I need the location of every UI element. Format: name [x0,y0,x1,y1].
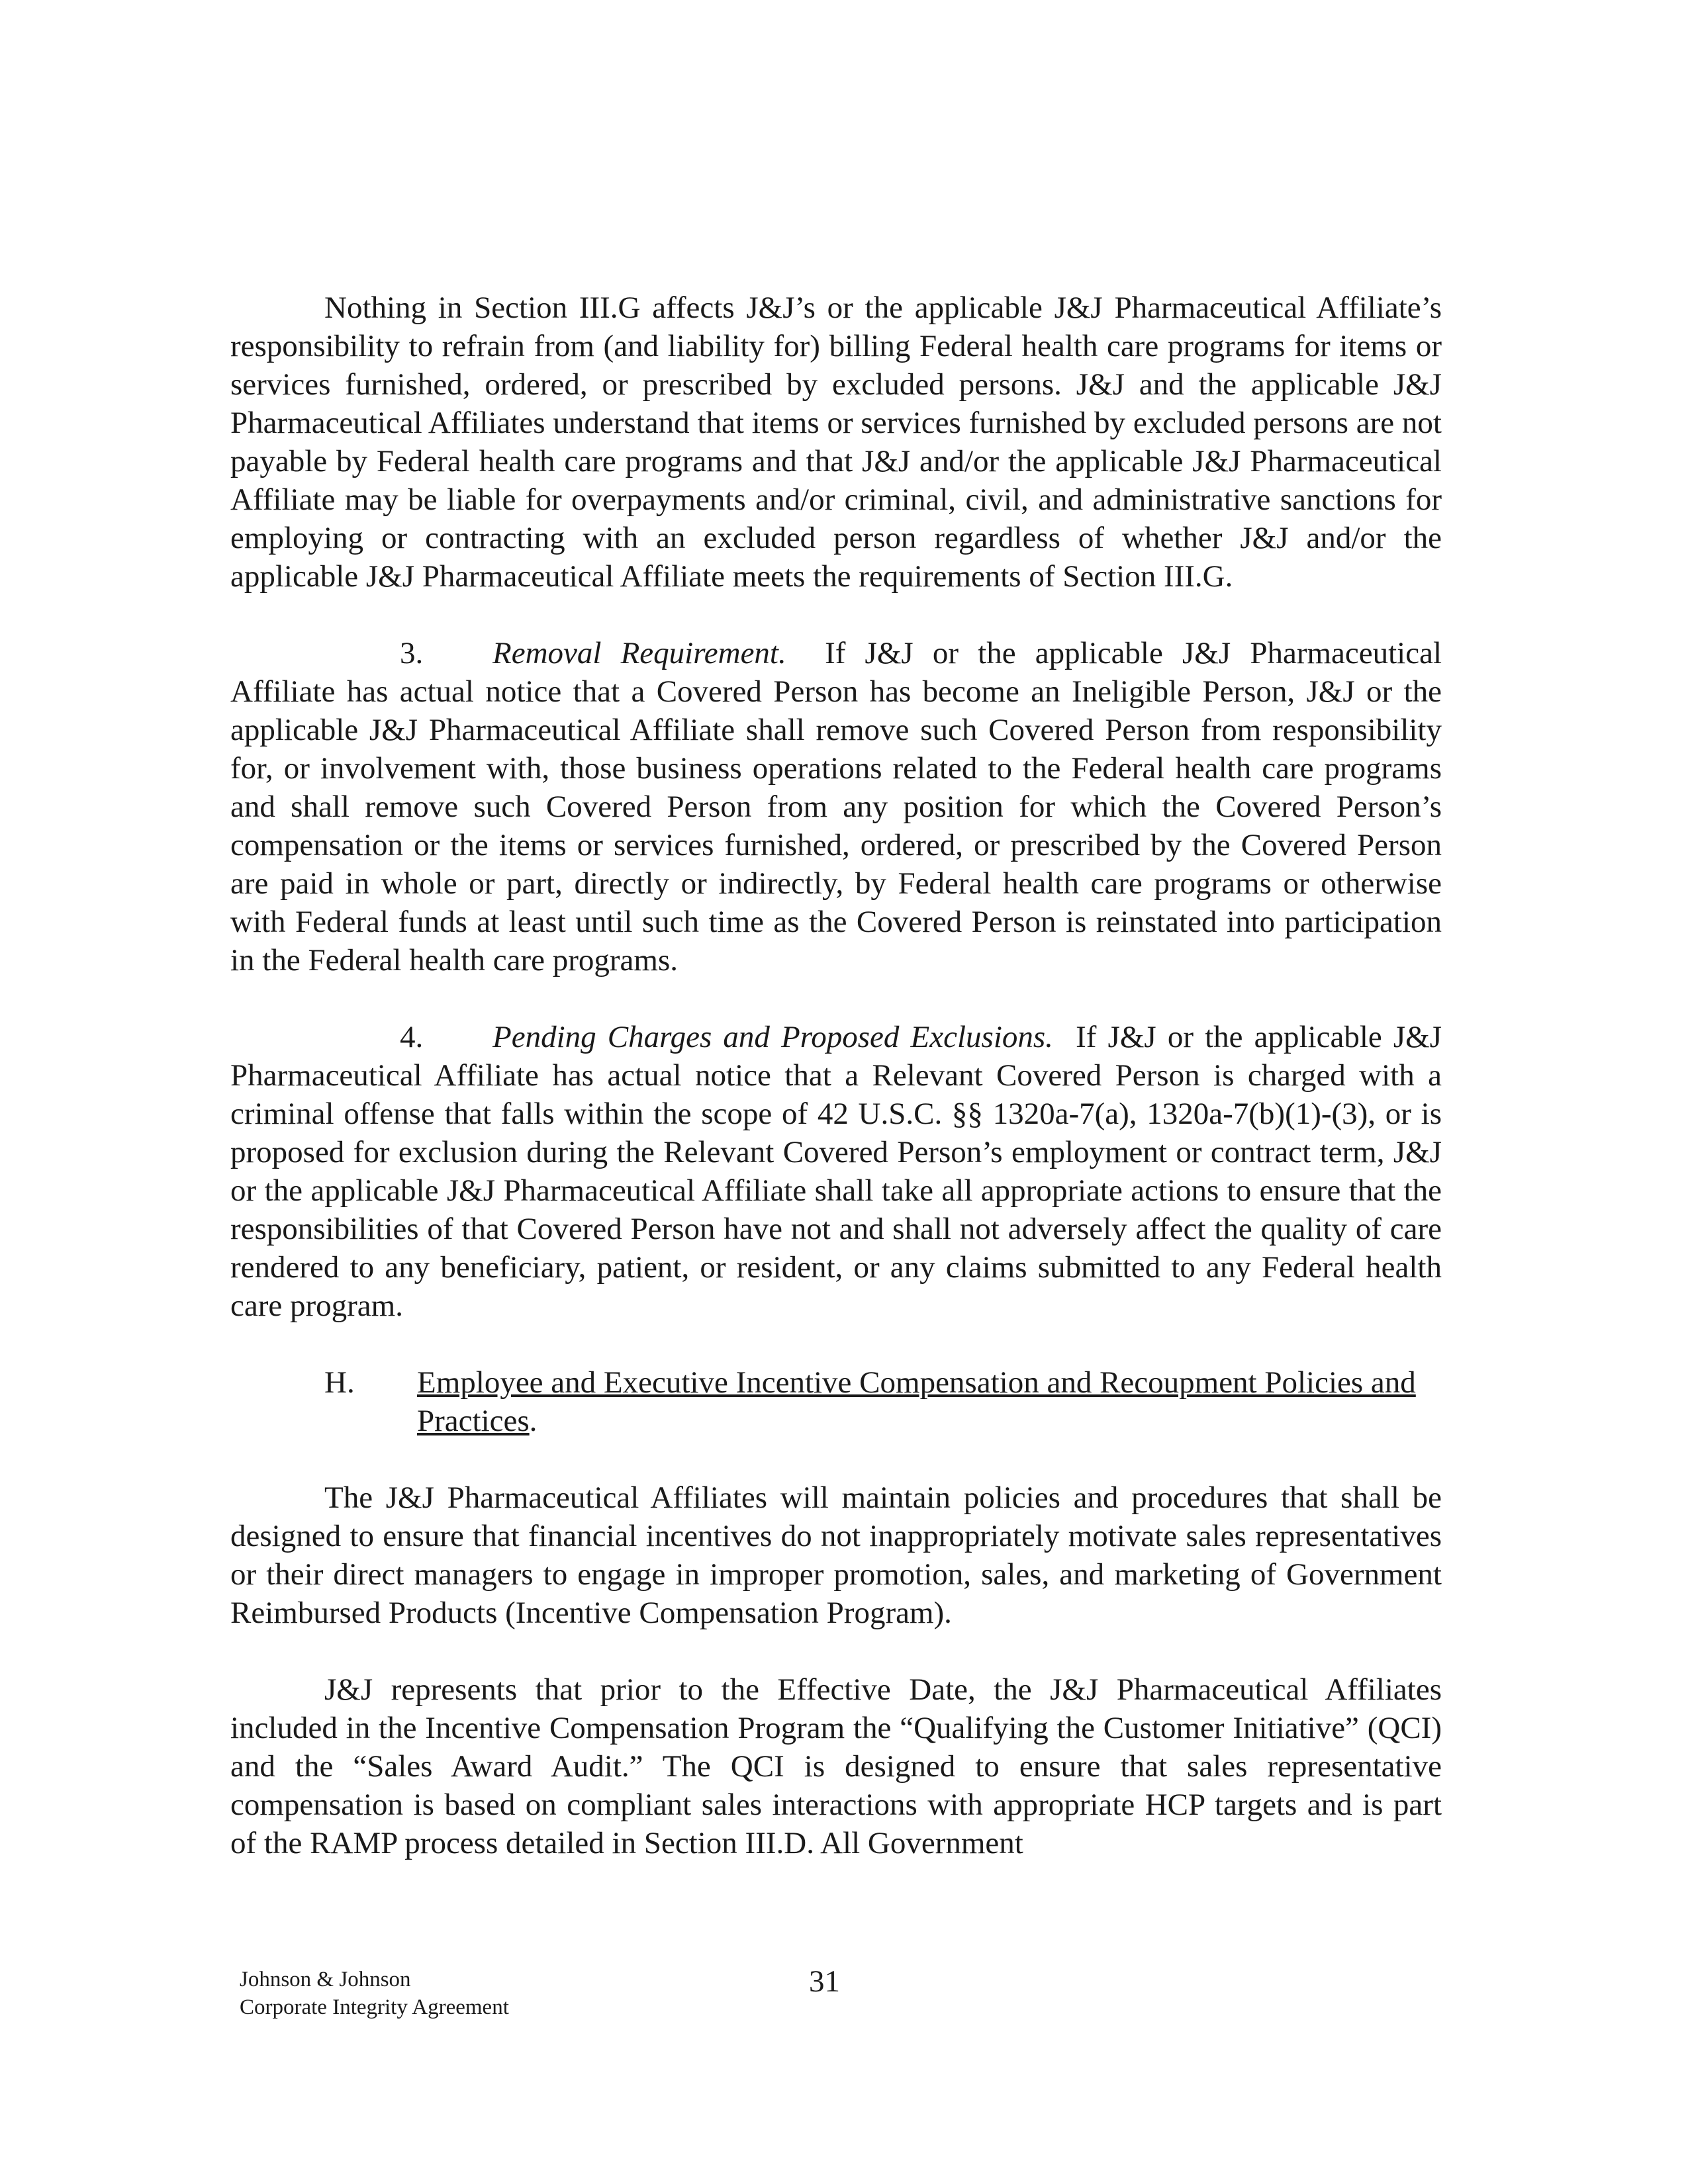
section-title: Employee and Executive Incentive Compensation and Recoupment Policies and Practices [417,1365,1416,1438]
paragraph-text: The J&J Pharmaceutical Affiliates will maintain policies and procedures that shall be designed to ensure that financial incentives do not inappropriately motivate sales representatives or their direct managers to engage in improper promotion, sales, and marketing of Government Reimbursed Products (Incentive Compensation Program). [230,1480,1442,1630]
paragraph-removal-requirement [230,634,1442,979]
paragraph-text: J&J represents that prior to the Effective Date, the J&J Pharmaceutical Affiliates included in the Incentive Compensation Program the “Qualifying the Customer Initiative” (QCI) and the “Sales Award Audit.” The QCI is designed to ensure that sales representative compensation is based on compliant sales interactions with appropriate HCP targets and is part of the RAMP process detailed in Section III.D. All Government [230,1672,1442,1860]
paragraph-qci [230,1670,1442,1862]
document-body [230,289,1442,1901]
footer-document-title: Corporate Integrity Agreement [240,1995,509,2019]
page-footer [240,1966,1451,2021]
paragraph-text: If J&J or the applicable J&J Pharmaceutical Affiliate has actual notice that a Covered Person has become an Ineligible Person, J&J or the applicable J&J Pharmaceutical Affiliate shall remove such Covered Person from responsibility for, or involvement with, those business operations related to the Federal health care programs and shall remove such Covered Person from any position for which the Covered Person’s compensation or the items or services furnished, ordered, or prescribed by the Covered Person are paid in whole or part, directly or indirectly, by Federal health care programs or otherwise with Federal funds at least until such time as the Covered Person is reinstated into participation in the Federal health care programs. [230,636,1442,978]
section-title-period: . [529,1404,538,1438]
item-number: 4. [400,1020,424,1054]
paragraph-text: If J&J or the applicable J&J Pharmaceutical Affiliate has actual notice that a Relevant Covered Person is charged with a criminal offense that falls within the scope of 42 U.S.C. §§ 1320a-7(a), 1320a-7(b)(1)-(3), or is proposed for exclusion during the Relevant Covered Person’s employment or contract term, J&J or the applicable J&J Pharmaceutical Affiliate shall take all appropriate actions to ensure that the responsibilities of that Covered Person have not and shall not adversely affect the quality of care rendered to any beneficiary, patient, or resident, or any claims submitted to any Federal health care program. [230,1020,1442,1323]
item-title: Pending Charges and Proposed Exclusions. [492,1020,1053,1054]
item-number: 3. [400,636,424,670]
item-title: Removal Requirement. [492,636,786,670]
page-number: 31 [809,1964,840,1999]
paragraph-pending-charges [230,1018,1442,1325]
paragraph-incentive-policies [230,1479,1442,1632]
section-heading-h [324,1363,1442,1440]
section-letter: H. [324,1365,355,1400]
paragraph-text: Nothing in Section III.G affects J&J’s or the applicable J&J Pharmaceutical Affiliate’s responsibility to refrain from (and liability for) billing Federal health care programs for items or services furnished, ordered, or prescribed by excluded persons. J&J and the applicable J&J Pharmaceutical Affiliates understand that items or services furnished by excluded persons are not payable by Federal health care programs and that J&J and/or the applicable J&J Pharmaceutical Affiliate may be liable for overpayments and/or criminal, civil, and administrative sanctions for employing or contracting with an excluded person regardless of whether J&J and/or the applicable J&J Pharmaceutical Affiliate meets the requirements of Section III.G. [230,291,1442,594]
footer-company: Johnson & Johnson [240,1968,411,1991]
paragraph-section-iii-g-note [230,289,1442,596]
